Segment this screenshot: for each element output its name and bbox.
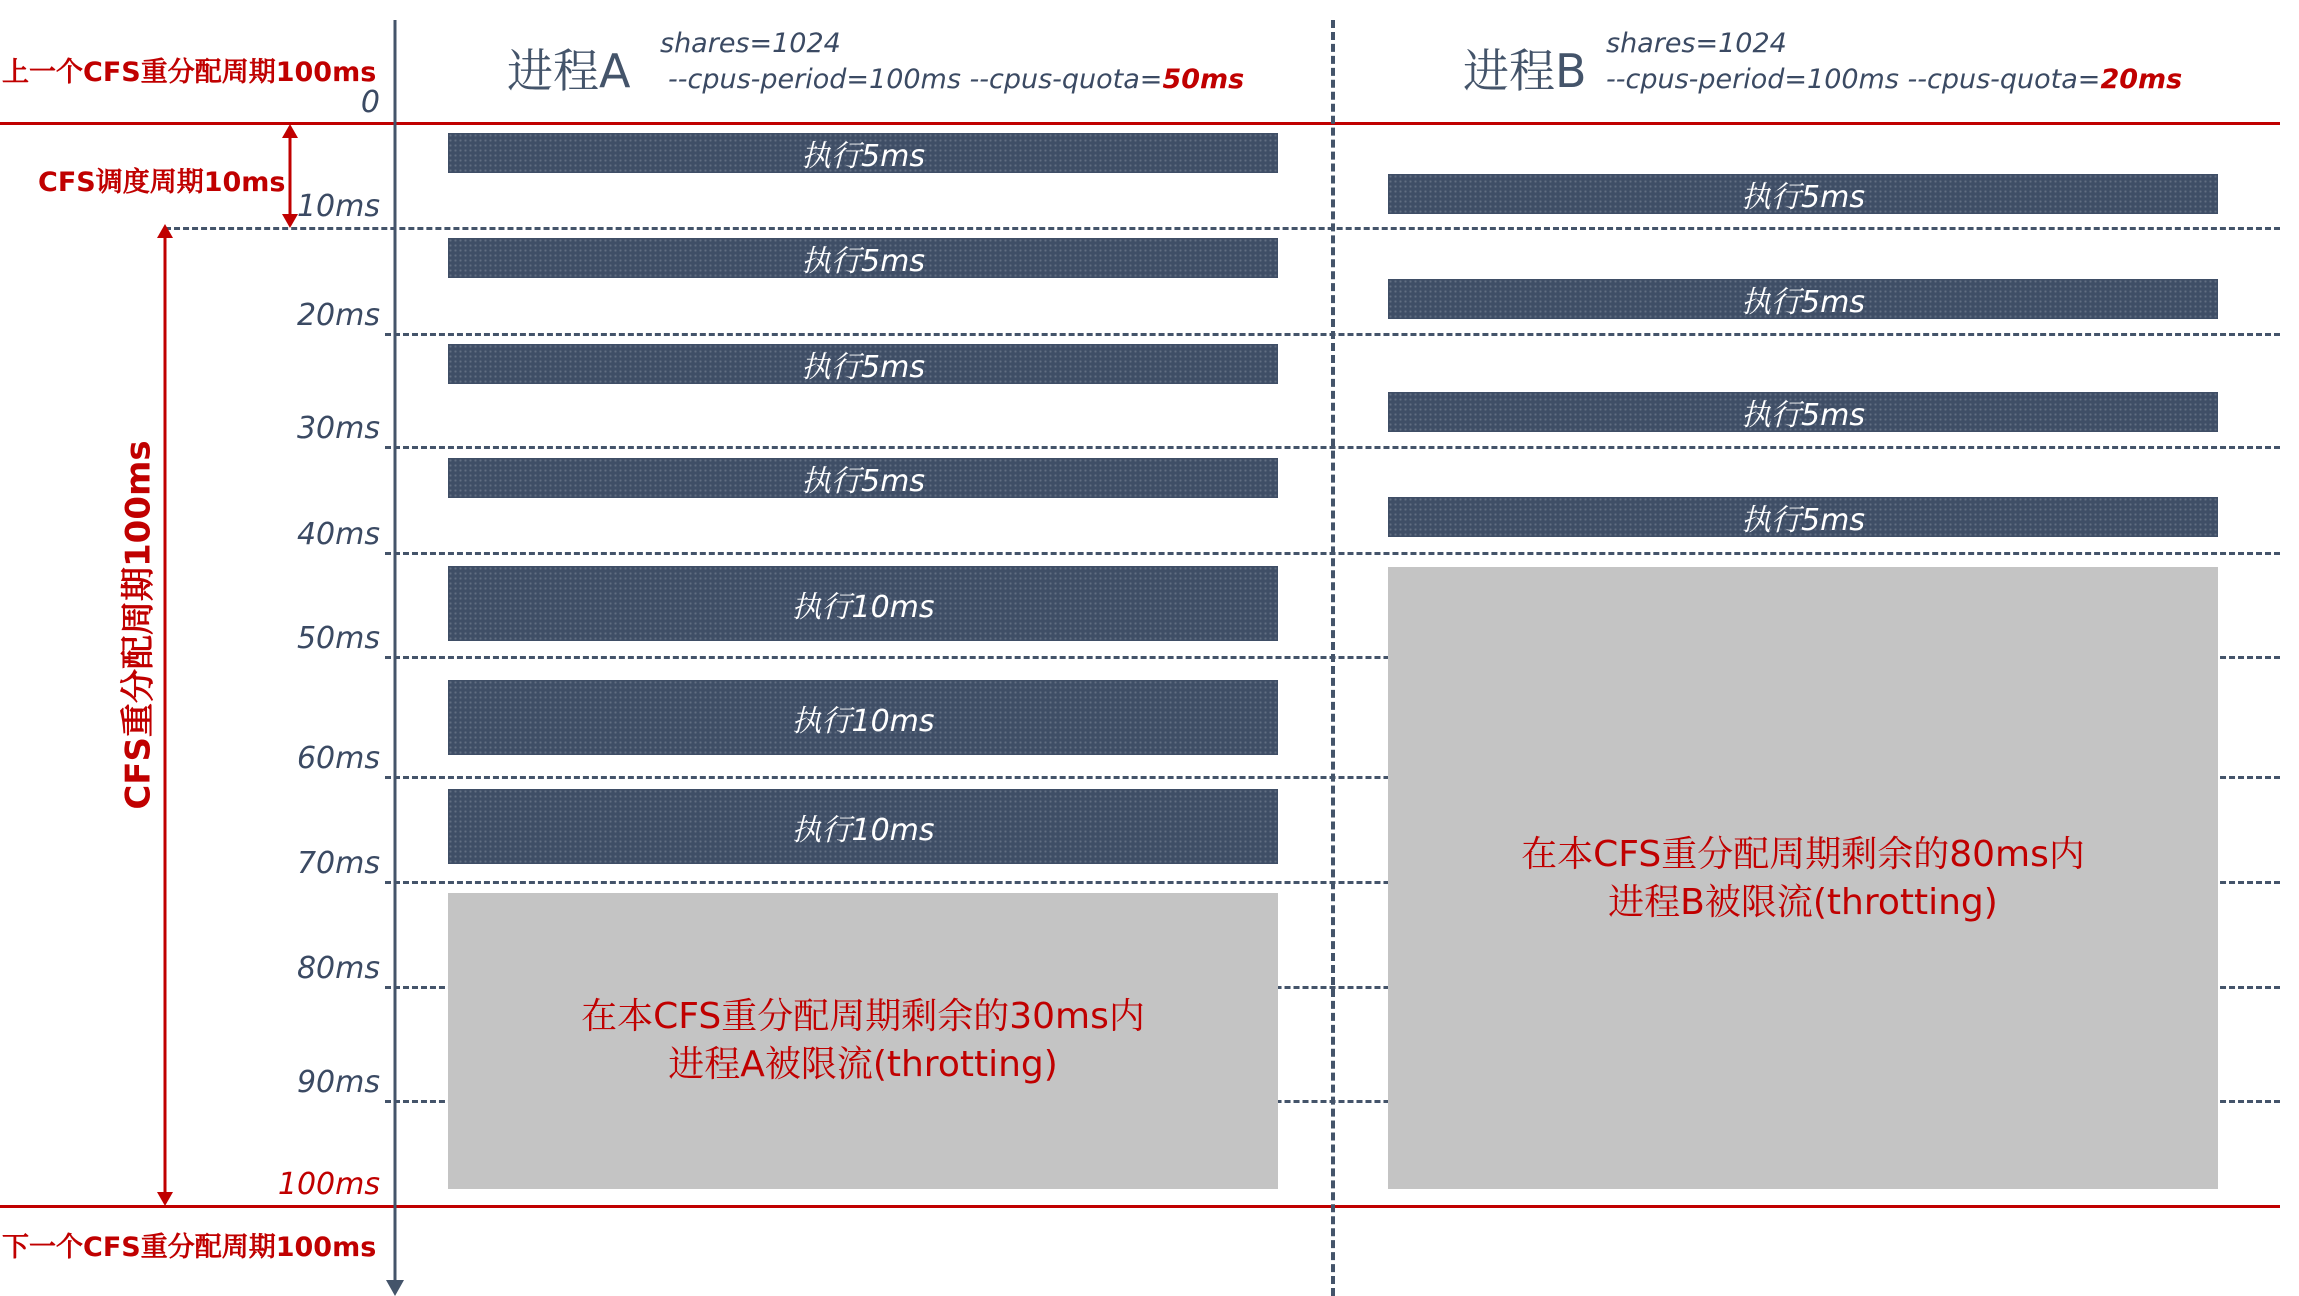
process-b-title: 进程B: [1463, 44, 1587, 98]
period-end-line: [0, 1205, 2280, 1208]
process-a-title: 进程A: [507, 44, 631, 98]
process-a-shares: shares=1024: [660, 28, 841, 59]
next-period-label: 下一个CFS重分配周期100ms: [2, 1232, 377, 1263]
tick-label: 50ms: [296, 621, 380, 656]
process-a-bar: 执行10ms: [448, 566, 1278, 641]
tick-label: 80ms: [296, 951, 380, 986]
process-b-quota: 20ms: [2100, 64, 2183, 95]
tick-line: [165, 227, 2280, 230]
tick-label: 20ms: [296, 298, 380, 333]
process-b-params: [1606, 64, 2182, 95]
process-a-bar: 执行5ms: [448, 458, 1278, 498]
process-a-params-text: --cpus-period=100ms --cpus-quota=: [668, 64, 1163, 95]
tick-line: [385, 446, 2280, 449]
tick-label: 90ms: [296, 1065, 380, 1100]
redistribution-period-label: CFS重分配周期100ms: [118, 440, 159, 810]
prev-period-label: 上一个CFS重分配周期100ms: [2, 57, 377, 88]
tick-label: 10ms: [296, 189, 380, 224]
process-b-params-text: --cpus-period=100ms --cpus-quota=: [1606, 64, 2101, 95]
process-a-bar: 执行5ms: [448, 238, 1278, 278]
tick-label: 100ms: [277, 1167, 380, 1202]
tick-label: 0: [360, 85, 380, 120]
process-b-bar: 执行5ms: [1388, 174, 2218, 214]
process-a-quota: 50ms: [1162, 64, 1245, 95]
tick-label: 60ms: [296, 741, 380, 776]
process-b-shares: shares=1024: [1606, 28, 1787, 59]
process-a-bar: 执行5ms: [448, 344, 1278, 384]
period-start-line: [0, 122, 2280, 125]
process-b-throttle-line2: 进程B被限流(throtting): [1608, 882, 1998, 923]
tick-label: 30ms: [296, 411, 380, 446]
sched-period-label: CFS调度周期10ms: [38, 167, 286, 198]
process-b-throttle-block: [1388, 567, 2218, 1189]
tick-label: 70ms: [296, 846, 380, 881]
process-a-bar: 执行10ms: [448, 789, 1278, 864]
process-a-throttle-block: [448, 893, 1278, 1189]
process-a-throttle-line1: 在本CFS重分配周期剩余的30ms内: [581, 996, 1145, 1037]
process-b-throttle-line1: 在本CFS重分配周期剩余的80ms内: [1521, 834, 2085, 875]
process-a-throttle-line2: 进程A被限流(throtting): [668, 1044, 1058, 1085]
tick-label: 40ms: [296, 517, 380, 552]
process-b-bar: 执行5ms: [1388, 392, 2218, 432]
process-a-params: [668, 64, 1244, 95]
tick-line: [385, 552, 2280, 555]
tick-line: [385, 333, 2280, 336]
process-a-bar: 执行5ms: [448, 133, 1278, 173]
process-b-bar: 执行5ms: [1388, 497, 2218, 537]
process-a-bar: 执行10ms: [448, 680, 1278, 755]
process-b-bar: 执行5ms: [1388, 279, 2218, 319]
